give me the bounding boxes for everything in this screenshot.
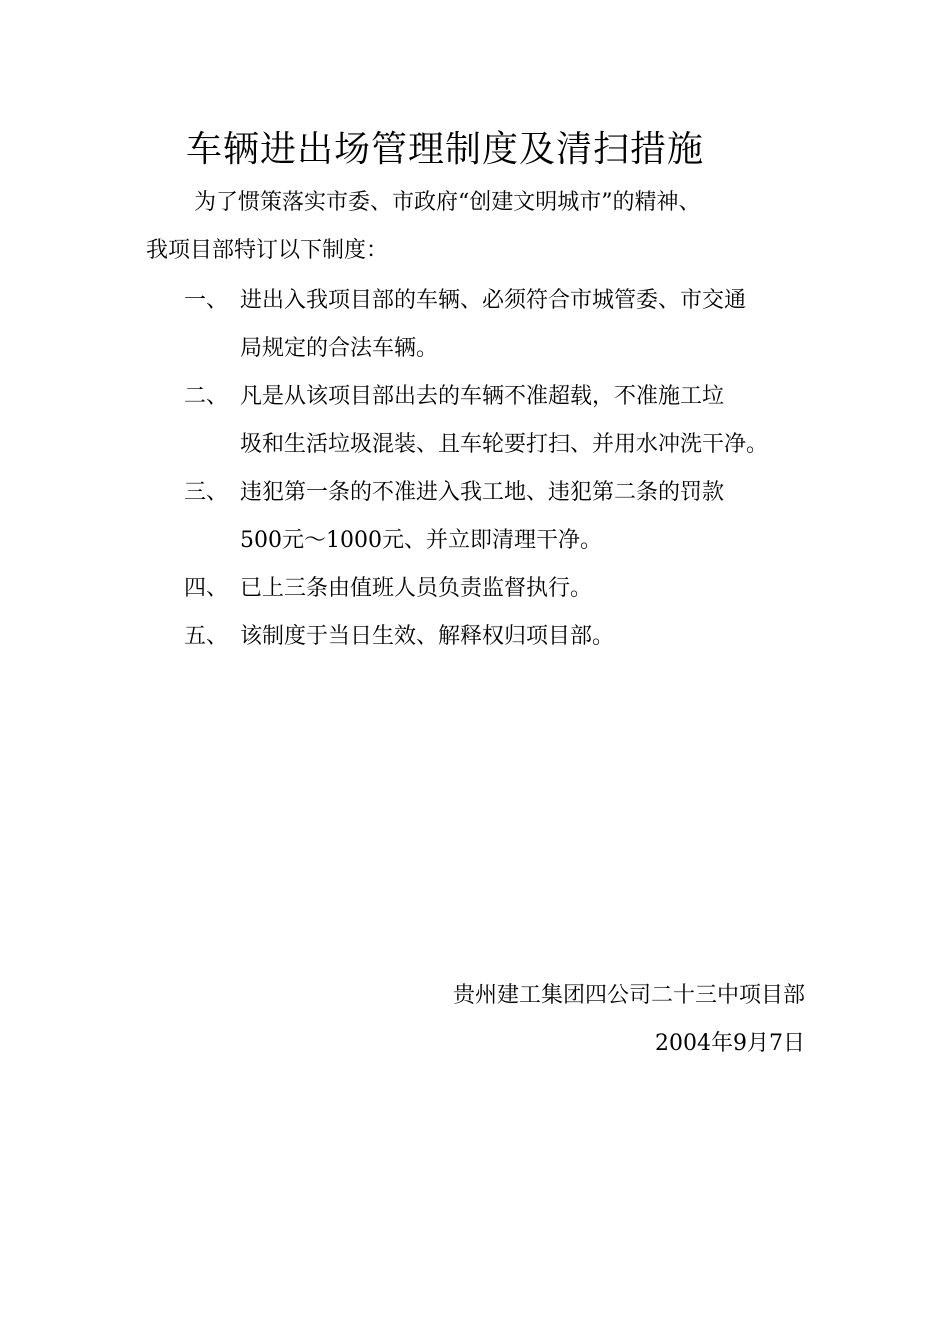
rule-text bbox=[240, 277, 746, 373]
rule-line: 已上三条由值班人员负责监督执行。 bbox=[240, 576, 593, 601]
rule-item-2 bbox=[184, 373, 884, 469]
rule-number: 一、 bbox=[184, 288, 229, 313]
rule-number: 三、 bbox=[184, 480, 229, 505]
rule-line: 500元～1000元、并立即清理干净。 bbox=[240, 528, 602, 553]
rule-line: 违犯第一条的不准进入我工地、违犯第二条的罚款 bbox=[240, 480, 725, 505]
rule-text bbox=[240, 373, 768, 469]
rule-text bbox=[240, 565, 592, 613]
rule-line: 局规定的合法车辆。 bbox=[240, 336, 439, 361]
rule-number: 五、 bbox=[184, 624, 229, 649]
rule-text bbox=[240, 469, 724, 565]
rule-item-5 bbox=[184, 613, 884, 661]
rule-line: 圾和生活垃圾混装、且车轮要打扫、并用水冲洗干净。 bbox=[240, 432, 769, 457]
intro-paragraph bbox=[146, 179, 826, 275]
signature-date: 2004年9月7日 bbox=[655, 1031, 805, 1056]
rule-number: 四、 bbox=[184, 576, 229, 601]
rule-line: 凡是从该项目部出去的车辆不准超载，不准施工垃 bbox=[240, 384, 725, 409]
rules-list bbox=[184, 277, 884, 661]
rule-item-3 bbox=[184, 469, 884, 565]
intro-line: 为了惯策落实市委、市政府“创建文明城市”的精神、 bbox=[194, 190, 701, 215]
rule-line: 进出入我项目部的车辆、必须符合市城管委、市交通 bbox=[240, 288, 747, 313]
signature-organization: 贵州建工集团四公司二十三中项目部 bbox=[452, 983, 805, 1008]
rule-text bbox=[240, 613, 614, 661]
rule-line: 该制度于当日生效、解释权归项目部。 bbox=[240, 624, 615, 649]
rule-number: 二、 bbox=[184, 384, 229, 409]
signature-block bbox=[453, 972, 805, 1068]
rule-item-4 bbox=[184, 565, 884, 613]
document-title: 车辆进出场管理制度及清扫措施 bbox=[186, 129, 705, 170]
intro-line: 我项目部特订以下制度： bbox=[146, 238, 389, 263]
rule-item-1 bbox=[184, 277, 884, 373]
